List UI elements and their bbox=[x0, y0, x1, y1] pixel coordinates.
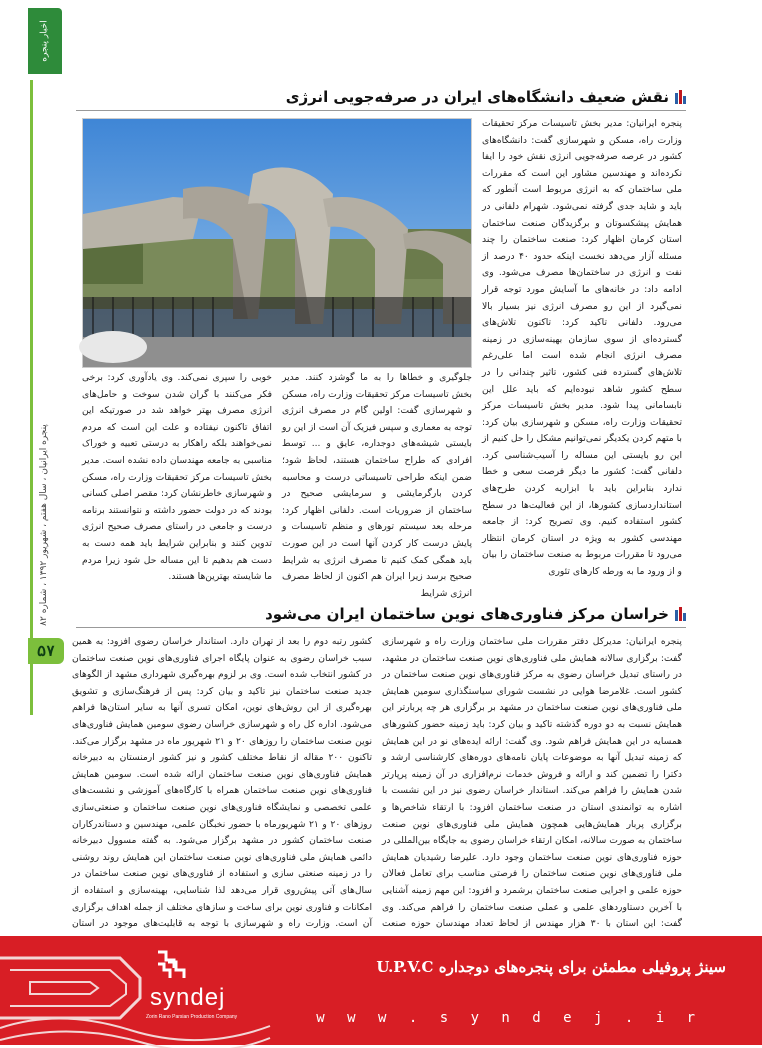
brand-subtitle: Zorin Rano Parsian Production Company bbox=[146, 1014, 238, 1020]
issue-info-wrap bbox=[36, 400, 52, 650]
window-profile-graphic bbox=[0, 948, 270, 1048]
sidebar-rule bbox=[30, 80, 33, 715]
article1-right-text: پنجره ایرانیان: مدیر بخش تاسیسات مرکز تحقیقات وزارت راه، مسکن و شهرسازی گفت: دانشگاه‌های کشور در عرصه صرفه‌جویی انرژی نقش خود را ایفا نکرده‌اند و مهندسین مشاور این است که مقررات ملی ساختمان که به انرژی مربوط است آنطور که باید و شاید جدی گرفته نمی‌شود. شهرام دلفانی در همایش پیشکسوتان و برگزیدگان صنعت ساختمان استان کرمان اظهار کرد: صنعت ساختمان را چند مسئله آزار می‌دهد نخست اینکه حدود ۴۰ درصد از نفت و انرژی در ساختمان‌ها مصرف می‌شود. وی ادامه داد: در خانه‌های ما آسایش مورد توجه قرار نمی‌گیرد از این رو مصرف انرژی نیز بسیار بالا می‌رود. دلفانی تاکید کرد: تاکنون تلاش‌های گسترده‌ای از سوی سازمان بهینه‌سازی در زمینه مصرف انرژی انجام شده است اما علی‌رغم تلاش‌های گسترده فنی کشور، تاثیر چندانی را در سطح کشور شاهد نبوده‌ایم که باید علل این نابسامانی پیدا شود. مدیر بخش تاسیسات مرکز تحقیقات وزارت راه، مسکن و شهرسازی بیان کرد: با متهم کردن یکدیگر نمی‌توانیم مشکل را حل کنیم از این رو بایستی این مساله را آسیب‌شناسی کرد. دلفانی گفت: کشور ما دیگر فرصت سعی و خطا ندارد بنابراین باید با ابزاریه کردن طرح‌های استانداردسازی کشورها، از این فعالیت‌ها در سطح کشور استفاده کنیم. وی تصریح کرد: از جامعه مهندسی کشور به ویژه در استان کرمان انتظار می‌رود تا مقررات مربوط به صنعت ساختمان را بیان و از ورود ما به ورطه کارهای تئوری bbox=[482, 118, 682, 578]
footer-slogan: سینژ پروفیلی مطمئن برای پنجره‌های دوجداره U.P.V.C bbox=[376, 958, 726, 976]
bar-chart-icon bbox=[675, 607, 686, 621]
article2-title-row bbox=[265, 605, 686, 623]
article2-title: خراسان مرکز فناوری‌های نوین ساختمان ایران می‌شود bbox=[265, 605, 669, 623]
article1-left-text: خوبی را سپری نمی‌کند. وی یادآوری کرد: برخی فکر می‌کنند با گران شدن سوخت و حامل‌های انرژی مصرف بهتر خواهد شد در صورتیکه این اتفاق تاکنون نیفتاده و علت این است که مردم نمی‌خواهند بلکه راهکار به درستی تعبیه و خوراک مناسبی به جامعه مهندسان داده نشده است. مدیر بخش تاسیسات مرکز تحقیقات وزارت راه، مسکن و شهرسازی خاطرنشان کرد: مقصر اصلی کسانی بودند که در دولت حضور داشته و نتوانستند برنامه درست و جامعی در راستای مصرف صحیح انرژی تدوین کنند و بنابراین شرایط باید همه دست به دست هم بدهیم تا این مساله حل شود زیرا مردم ما شایسته بهترین‌ها هستند. bbox=[82, 372, 272, 583]
article1-title-rule bbox=[76, 110, 686, 111]
article1-title: نقش ضعیف دانشگاه‌های ایران در صرفه‌جویی انرژی bbox=[285, 88, 669, 106]
article2-left-text: کشور رتبه دوم را بعد از تهران دارد. استاندار خراسان رضوی افزود: به همین سبب خراسان رضوی به عنوان پایگاه اجرای فناوری‌های نوین صنعت ساختمان در کشور انتخاب شده است. وی بر لزوم بهره‌گیری شهرداری مشهد از الگوهای جدید صنعت ساختمان نیز تاکید و بیان کرد: پس از فرهنگ‌سازی و تشویق بهره‌گیری از این روش‌های نوین، امکان تسری آنها به سایر استان‌ها فراهم می‌شود. اداره کل راه و شهرسازی خراسان رضوی سومین همایش فناوری‌های نوین صنعت ساختمان را روزهای ۲۰ و ۲۱ شهریور ماه در مشهد برگزار می‌کند. تاکنون ۲۰۰ مقاله از نقاط مختلف کشور و نیز کشور ارمنستان به دبیرخانه همایش فناوری‌های نوین صنعت ساختمان ارائه شده است. سومین همایش فناوری‌های نوین صنعت ساختمان همراه با کارگاه‌های آموزشی و نشست‌های علمی تخصصی و نمایشگاه فناوری‌های نوین صنعت ساختمان و صنعتی‌سازی روزهای ۲۰ و ۲۱ شهریورماه با حضور نخبگان علمی، مهندسین و دستاندرکاران صنعت ساختمان کشور در مشهد برگزار می‌شود. به گفته مسوول دبیرخانه دائمی همایش ملی فناوری‌های نوین صنعت ساختمان این همایش روند روشنی را در زمینه صنعتی سازی و استفاده از فناوری‌های نوین صنعت ساختمان در سال‌های آتی پیش‌روی قرار می‌دهد لذا شناسایی، بهینه‌سازی و استفاده از امکانات و فناوری نوین برای ساخت و سازهای مختلف از جمله اهداف برگزاری آن است. وزارت راه و شهرسازی با توجه به قابلیت‌های موجود در استان bbox=[72, 636, 373, 930]
page-number: ۵۷ bbox=[28, 638, 64, 664]
article1-left-column bbox=[82, 370, 272, 583]
article1-right-column bbox=[482, 116, 682, 576]
syndej-logo-icon bbox=[154, 948, 188, 982]
article2-right-column bbox=[382, 634, 682, 934]
article2-right-text: پنجره ایرانیان: مدیرکل دفتر مقررات ملی ساختمان وزارت راه و شهرسازی گفت: برگزاری سالانه همایش ملی فناوری‌های نوین صنعت ساختمان در مشهد، در راستای تبدیل خراسان رضوی به مرکز فناوری‌های نوین صنعت ساختمان در کشور است. غلامرضا هوایی در نشست شورای سیاستگذاری سومین همایش ملی فناوری‌های نوین صنعت ساختمان در مشهد بر برگزاری هر چه پربارتر این همایش نسبت به دو دوره گذشته تاکید و بیان کرد: باید زمینه حضور کشورهای همسایه در این همایش فراهم شود. وی گفت: ارائه ایده‌های نو در این همایش که زمینه تبدیل آنها به موضوعات پایان نامه‌های دوره‌های کارشناسی ارشد و دکترا را تضمین کند و ارائه و فروش خدمات نرم‌افزاری در آن زمینه پرپارتر شدن همایش را فراهم می‌کند. استاندار خراسان رضوی نیز در این نشست با اشاره به توانمندی استان در صنعت ساختمان افزود: با ارتقاء شاخص‌ها و برگزاری پربار همایش‌هایی همچون همایش ملی فناوری‌های نوین صنعت ساختمان به صورت سالانه، امکان ارتقاء خراسان رضوی به جایگاه بین‌المللی در حوزه فناوری‌های نوین صنعت ساختمان وجود دارد. علیرضا رشیدیان همایش ملی فناوری‌های نوین صنعت ساختمان را فرصتی مناسب برای تعامل فعالان حوزه علمی و اجرایی صنعت ساختمان برشمرد و افزود: این مهم زمینه آشنایی با آخرین دستاوردهای علمی و عملی صنعت ساختمان را فراهم می‌کند. وی گفت: این استان با ۳۰ هزار مهندس از لحاظ تعداد مهندسان حوزه صنعت bbox=[382, 636, 683, 930]
issue-info: پنجره ایرانیان ، سال هفتم ، شهریور ۱۳۹۲ ، شماره ۸۲ bbox=[39, 424, 50, 626]
article2-title-rule bbox=[76, 627, 686, 628]
article2-left-column bbox=[72, 634, 372, 934]
section-tab-label-wrap bbox=[28, 8, 62, 74]
footer-url-link[interactable]: w w w . s y n d e j . i r bbox=[316, 1010, 702, 1026]
brand-name: syndej bbox=[150, 984, 226, 1011]
university-gate-photo bbox=[82, 118, 472, 368]
article1-middle-text: جلوگیری و خطاها را به ما گوشزد کنند. مدیر بخش تاسیسات مرکز تحقیقات وزارت راه، مسکن و شهرسازی گفت: اولین گام در مصرف انرژی توجه به معماری و سپس فیزیک آن است از این رو بایستی شیشه‌های دوجداره، عایق و ... توسط افرادی که طراح ساختمان هستند، لحاظ شود؛ ضمن اینکه طراحی تاسیساتی درست و محاسبه کردن بارگرمایشی و سرمایشی صحیح در ساختمان از ضروریات است. دلفانی اظهار کرد: مرحله بعد سیستم تورهای و منظم تاسیسات و پایش درست کار کردن آنها است در این صورت باید همگی کمک کنیم تا مصرف انرژی به شرایط صحیح برسد زیرا ایران هم اکنون از لحاظ مصرف انرژی شرایط bbox=[282, 372, 472, 599]
bar-chart-icon bbox=[675, 90, 686, 104]
section-tab-label: اخبار پنجره bbox=[40, 20, 51, 62]
article1-middle-column bbox=[282, 370, 472, 599]
article1-title-row bbox=[286, 88, 686, 106]
